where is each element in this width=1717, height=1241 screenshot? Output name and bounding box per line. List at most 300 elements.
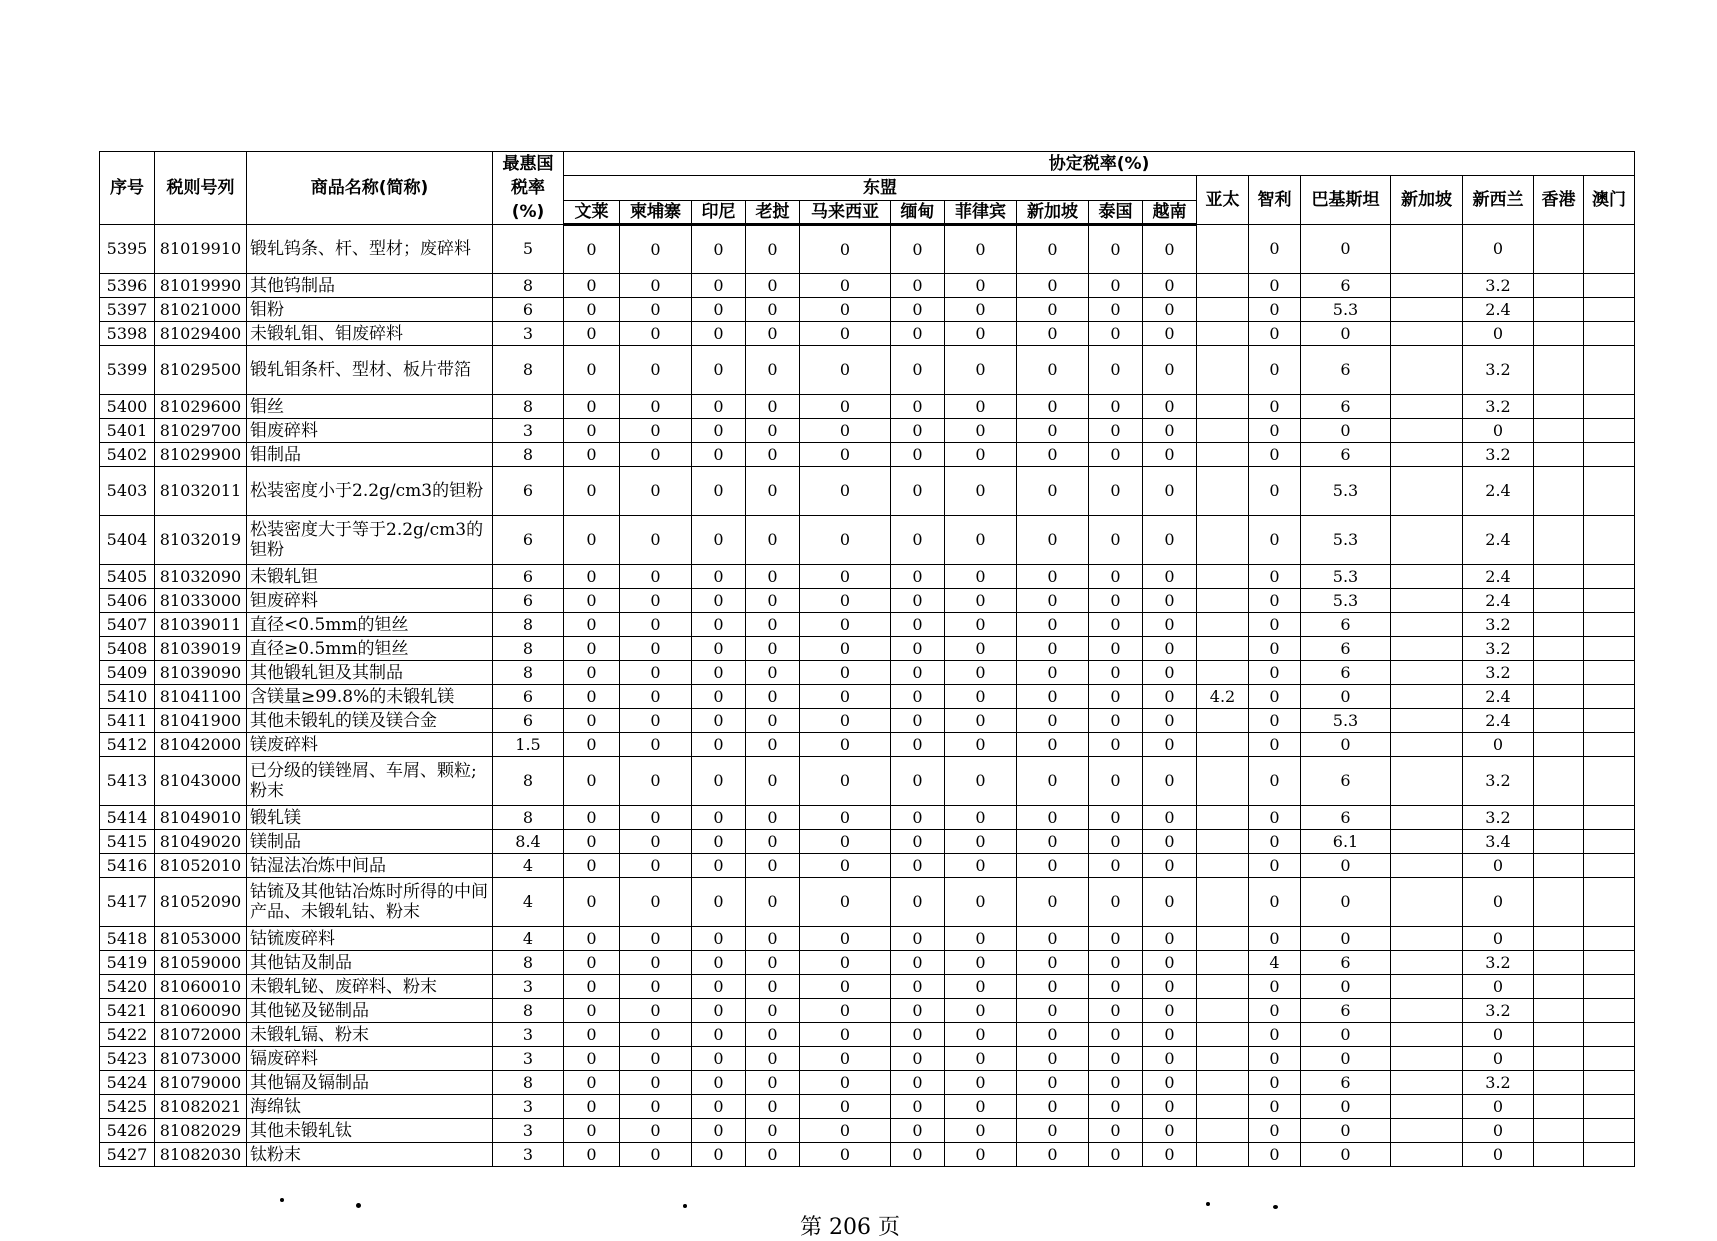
cell-seq: 5416 [100,854,155,878]
cell-hk-rate [1534,1071,1584,1095]
cell-seq: 5422 [100,1023,155,1047]
cell-asean-rate: 0 [692,1143,746,1167]
cell-name: 直径≥0.5mm的钽丝 [247,637,493,661]
cell-nz-rate: 2.4 [1463,298,1534,322]
cell-singapore-rate [1391,1143,1463,1167]
cell-asean-rate: 0 [1143,830,1197,854]
cell-name: 钼废碎料 [247,419,493,443]
cell-code: 81082021 [155,1095,247,1119]
cell-hk-rate [1534,274,1584,298]
cell-asean-rate: 0 [800,1095,891,1119]
cell-chile-rate: 0 [1249,975,1301,999]
cell-singapore-rate [1391,298,1463,322]
table-row [100,757,1635,806]
cell-code: 81041900 [155,709,247,733]
cell-asean-rate: 0 [564,322,620,346]
cell-asean-rate: 0 [800,999,891,1023]
cell-asean-rate: 0 [800,830,891,854]
cell-hk-rate [1534,589,1584,613]
cell-asean-rate: 0 [620,565,692,589]
cell-asean-rate: 0 [800,419,891,443]
cell-nz-rate: 3.2 [1463,999,1534,1023]
cell-asean-rate: 0 [1089,443,1143,467]
cell-asean-rate: 0 [891,806,945,830]
cell-singapore-rate [1391,565,1463,589]
cell-seq: 5406 [100,589,155,613]
cell-nz-rate: 3.2 [1463,274,1534,298]
cell-singapore-rate [1391,854,1463,878]
cell-asean-rate: 0 [1089,927,1143,951]
cell-code: 81041100 [155,685,247,709]
cell-nz-rate: 3.2 [1463,443,1534,467]
table-row [100,1023,1635,1047]
cell-chile-rate: 0 [1249,1143,1301,1167]
cell-code: 81029900 [155,443,247,467]
cell-asean-rate: 0 [1017,298,1089,322]
cell-asean-rate: 0 [1143,757,1197,806]
cell-asean-rate: 0 [1017,999,1089,1023]
cell-asean-rate: 0 [1089,322,1143,346]
cell-apta-rate [1197,975,1249,999]
col-cambodia-header: 柬埔寨 [620,201,692,225]
cell-asean-rate: 0 [564,225,620,274]
cell-nz-rate: 3.2 [1463,613,1534,637]
cell-mfn: 3 [493,1023,564,1047]
cell-seq: 5411 [100,709,155,733]
cell-seq: 5401 [100,419,155,443]
cell-asean-rate: 0 [692,419,746,443]
cell-chile-rate: 0 [1249,274,1301,298]
cell-asean-rate: 0 [1017,1143,1089,1167]
cell-name: 其他钴及制品 [247,951,493,975]
cell-asean-rate: 0 [746,322,800,346]
cell-pakistan-rate: 6 [1301,999,1391,1023]
cell-pakistan-rate: 0 [1301,419,1391,443]
cell-asean-rate: 0 [945,685,1017,709]
cell-asean-rate: 0 [1017,467,1089,516]
cell-asean-rate: 0 [620,1023,692,1047]
table-row [100,1047,1635,1071]
cell-asean-rate: 0 [891,225,945,274]
cell-asean-rate: 0 [1143,999,1197,1023]
cell-asean-rate: 0 [564,830,620,854]
cell-asean-rate: 0 [1017,589,1089,613]
cell-nz-rate: 3.2 [1463,346,1534,395]
cell-asean-rate: 0 [891,1023,945,1047]
cell-asean-rate: 0 [800,467,891,516]
cell-code: 81073000 [155,1047,247,1071]
cell-chile-rate: 0 [1249,830,1301,854]
cell-asean-rate: 0 [1089,685,1143,709]
cell-asean-rate: 0 [1089,661,1143,685]
cell-singapore-rate [1391,1095,1463,1119]
cell-asean-rate: 0 [746,467,800,516]
cell-nz-rate: 0 [1463,1143,1534,1167]
cell-chile-rate: 0 [1249,685,1301,709]
cell-asean-rate: 0 [945,854,1017,878]
table-row [100,733,1635,757]
cell-pakistan-rate: 0 [1301,927,1391,951]
cell-asean-rate: 0 [692,878,746,927]
cell-asean-rate: 0 [945,225,1017,274]
cell-mfn: 3 [493,1047,564,1071]
cell-asean-rate: 0 [1017,951,1089,975]
cell-asean-rate: 0 [746,806,800,830]
cell-apta-rate [1197,661,1249,685]
cell-asean-rate: 0 [692,1023,746,1047]
cell-seq: 5420 [100,975,155,999]
cell-pakistan-rate: 6 [1301,346,1391,395]
cell-asean-rate: 0 [800,927,891,951]
cell-hk-rate [1534,322,1584,346]
cell-asean-rate: 0 [1089,878,1143,927]
cell-asean-rate: 0 [891,1143,945,1167]
cell-asean-rate: 0 [692,1071,746,1095]
cell-nz-rate: 2.4 [1463,709,1534,733]
cell-chile-rate: 0 [1249,1071,1301,1095]
cell-hk-rate [1534,1095,1584,1119]
table-row [100,274,1635,298]
cell-chile-rate: 0 [1249,1047,1301,1071]
table-row [100,443,1635,467]
cell-asean-rate: 0 [620,1119,692,1143]
cell-chile-rate: 0 [1249,806,1301,830]
cell-seq: 5396 [100,274,155,298]
cell-nz-rate: 0 [1463,1023,1534,1047]
cell-asean-rate: 0 [564,999,620,1023]
cell-hk-rate [1534,395,1584,419]
cell-macau-rate [1584,1023,1635,1047]
cell-asean-rate: 0 [746,1023,800,1047]
cell-asean-rate: 0 [746,951,800,975]
cell-apta-rate [1197,1095,1249,1119]
cell-asean-rate: 0 [692,733,746,757]
cell-singapore-rate [1391,999,1463,1023]
cell-asean-rate: 0 [945,1095,1017,1119]
cell-asean-rate: 0 [945,975,1017,999]
cell-hk-rate [1534,1047,1584,1071]
table-header [100,152,1635,225]
cell-macau-rate [1584,1095,1635,1119]
cell-asean-rate: 0 [692,709,746,733]
tariff-sheet [99,151,1634,1167]
cell-hk-rate [1534,999,1584,1023]
cell-asean-rate: 0 [891,733,945,757]
cell-apta-rate [1197,806,1249,830]
cell-macau-rate [1584,516,1635,565]
cell-asean-rate: 0 [692,225,746,274]
cell-asean-rate: 0 [1143,1047,1197,1071]
cell-asean-rate: 0 [1089,1095,1143,1119]
cell-asean-rate: 0 [620,709,692,733]
cell-macau-rate [1584,346,1635,395]
cell-asean-rate: 0 [1089,274,1143,298]
cell-asean-rate: 0 [1089,565,1143,589]
cell-asean-rate: 0 [945,1071,1017,1095]
cell-singapore-rate [1391,419,1463,443]
table-row [100,975,1635,999]
cell-name: 未锻轧镉、粉末 [247,1023,493,1047]
cell-asean-rate: 0 [746,419,800,443]
cell-nz-rate: 0 [1463,225,1534,274]
cell-apta-rate [1197,854,1249,878]
cell-asean-rate: 0 [620,927,692,951]
cell-code: 81019910 [155,225,247,274]
cell-seq: 5407 [100,613,155,637]
cell-asean-rate: 0 [1089,419,1143,443]
table-row [100,589,1635,613]
cell-asean-rate: 0 [1143,443,1197,467]
cell-macau-rate [1584,395,1635,419]
cell-asean-rate: 0 [891,927,945,951]
cell-asean-rate: 0 [692,467,746,516]
cell-mfn: 3 [493,1119,564,1143]
cell-hk-rate [1534,225,1584,274]
cell-asean-rate: 0 [1089,830,1143,854]
cell-chile-rate: 0 [1249,322,1301,346]
cell-asean-rate: 0 [800,975,891,999]
cell-asean-rate: 0 [891,395,945,419]
cell-asean-rate: 0 [800,1143,891,1167]
cell-asean-rate: 0 [692,637,746,661]
cell-asean-rate: 0 [692,443,746,467]
cell-asean-rate: 0 [800,1047,891,1071]
cell-asean-rate: 0 [1143,419,1197,443]
cell-asean-rate: 0 [746,685,800,709]
cell-asean-rate: 0 [692,1047,746,1071]
cell-asean-rate: 0 [620,443,692,467]
cell-macau-rate [1584,1143,1635,1167]
cell-asean-rate: 0 [564,274,620,298]
cell-asean-rate: 0 [692,565,746,589]
cell-asean-rate: 0 [800,1119,891,1143]
cell-asean-rate: 0 [692,757,746,806]
cell-mfn: 3 [493,419,564,443]
cell-mfn: 1.5 [493,733,564,757]
cell-hk-rate [1534,565,1584,589]
cell-asean-rate: 0 [620,661,692,685]
cell-nz-rate: 0 [1463,1095,1534,1119]
cell-hk-rate [1534,854,1584,878]
cell-asean-rate: 0 [1017,661,1089,685]
cell-asean-rate: 0 [564,661,620,685]
cell-asean-rate: 0 [1089,637,1143,661]
cell-nz-rate: 3.2 [1463,757,1534,806]
cell-mfn: 8 [493,613,564,637]
cell-mfn: 8 [493,999,564,1023]
cell-apta-rate [1197,1023,1249,1047]
cell-asean-rate: 0 [1089,1047,1143,1071]
cell-asean-rate: 0 [800,395,891,419]
cell-asean-rate: 0 [1017,637,1089,661]
cell-chile-rate: 0 [1249,613,1301,637]
cell-asean-rate: 0 [945,806,1017,830]
cell-seq: 5415 [100,830,155,854]
cell-code: 81032019 [155,516,247,565]
cell-asean-rate: 0 [800,589,891,613]
cell-asean-rate: 0 [620,1071,692,1095]
cell-name: 钼丝 [247,395,493,419]
cell-name: 镉废碎料 [247,1047,493,1071]
cell-asean-rate: 0 [692,806,746,830]
cell-name: 其他未锻轧的镁及镁合金 [247,709,493,733]
cell-asean-rate: 0 [891,709,945,733]
cell-asean-rate: 0 [891,274,945,298]
cell-singapore-rate [1391,830,1463,854]
cell-asean-rate: 0 [1017,225,1089,274]
tariff-table [99,151,1635,1167]
cell-asean-rate: 0 [800,733,891,757]
cell-asean-rate: 0 [1017,830,1089,854]
col-code-header: 税则号列 [155,152,247,225]
col-pakistan-header: 巴基斯坦 [1301,176,1391,225]
cell-nz-rate: 0 [1463,419,1534,443]
cell-code: 81053000 [155,927,247,951]
col-philippines-header: 菲律宾 [945,201,1017,225]
cell-asean-rate: 0 [746,613,800,637]
cell-asean-rate: 0 [945,419,1017,443]
cell-seq: 5414 [100,806,155,830]
col-seq-header: 序号 [100,152,155,225]
cell-singapore-rate [1391,1023,1463,1047]
cell-mfn: 8 [493,637,564,661]
cell-asean-rate: 0 [1143,1071,1197,1095]
cell-asean-rate: 0 [564,637,620,661]
table-row [100,927,1635,951]
cell-chile-rate: 0 [1249,395,1301,419]
cell-singapore-rate [1391,395,1463,419]
cell-chile-rate: 0 [1249,1023,1301,1047]
cell-asean-rate: 0 [945,733,1017,757]
cell-code: 81052090 [155,878,247,927]
cell-asean-rate: 0 [564,709,620,733]
cell-asean-rate: 0 [945,346,1017,395]
table-row [100,999,1635,1023]
cell-asean-rate: 0 [564,419,620,443]
cell-asean-rate: 0 [692,298,746,322]
cell-singapore-rate [1391,951,1463,975]
cell-nz-rate: 0 [1463,878,1534,927]
cell-asean-rate: 0 [746,854,800,878]
cell-hk-rate [1534,346,1584,395]
table-row [100,1143,1635,1167]
cell-asean-rate: 0 [891,298,945,322]
cell-name: 未锻轧钽 [247,565,493,589]
cell-nz-rate: 2.4 [1463,516,1534,565]
cell-macau-rate [1584,443,1635,467]
cell-seq: 5425 [100,1095,155,1119]
cell-asean-rate: 0 [620,975,692,999]
cell-chile-rate: 0 [1249,661,1301,685]
cell-hk-rate [1534,613,1584,637]
cell-mfn: 8 [493,806,564,830]
cell-macau-rate [1584,225,1635,274]
cell-asean-rate: 0 [1017,733,1089,757]
table-row [100,565,1635,589]
cell-seq: 5419 [100,951,155,975]
cell-chile-rate: 0 [1249,757,1301,806]
cell-pakistan-rate: 6.1 [1301,830,1391,854]
cell-pakistan-rate: 6 [1301,613,1391,637]
cell-asean-rate: 0 [1017,443,1089,467]
cell-nz-rate: 2.4 [1463,685,1534,709]
cell-name: 镁废碎料 [247,733,493,757]
cell-apta-rate [1197,709,1249,733]
cell-asean-rate: 0 [1089,467,1143,516]
cell-code: 81029700 [155,419,247,443]
cell-chile-rate: 4 [1249,951,1301,975]
cell-nz-rate: 3.2 [1463,395,1534,419]
cell-hk-rate [1534,661,1584,685]
cell-asean-rate: 0 [1143,733,1197,757]
cell-name: 其他铋及铋制品 [247,999,493,1023]
cell-asean-rate: 0 [1017,975,1089,999]
cell-asean-rate: 0 [1017,806,1089,830]
cell-chile-rate: 0 [1249,589,1301,613]
cell-macau-rate [1584,419,1635,443]
cell-asean-rate: 0 [1089,1023,1143,1047]
cell-name: 未锻轧铋、废碎料、粉末 [247,975,493,999]
cell-asean-rate: 0 [746,878,800,927]
cell-seq: 5399 [100,346,155,395]
cell-asean-rate: 0 [1017,322,1089,346]
cell-asean-rate: 0 [800,613,891,637]
cell-asean-rate: 0 [564,927,620,951]
cell-asean-rate: 0 [1089,733,1143,757]
cell-chile-rate: 0 [1249,1119,1301,1143]
cell-pakistan-rate: 0 [1301,1047,1391,1071]
cell-asean-rate: 0 [620,1095,692,1119]
cell-code: 81032011 [155,467,247,516]
cell-asean-rate: 0 [746,661,800,685]
cell-asean-rate: 0 [692,661,746,685]
cell-apta-rate [1197,951,1249,975]
cell-asean-rate: 0 [620,274,692,298]
cell-asean-rate: 0 [800,637,891,661]
cell-singapore-rate [1391,878,1463,927]
cell-macau-rate [1584,927,1635,951]
cell-asean-rate: 0 [800,322,891,346]
cell-code: 81029400 [155,322,247,346]
cell-asean-rate: 0 [620,1143,692,1167]
cell-asean-rate: 0 [620,637,692,661]
cell-asean-rate: 0 [1017,1071,1089,1095]
cell-asean-rate: 0 [692,274,746,298]
cell-macau-rate [1584,878,1635,927]
cell-macau-rate [1584,757,1635,806]
cell-code: 81072000 [155,1023,247,1047]
cell-apta-rate [1197,999,1249,1023]
cell-code: 81039019 [155,637,247,661]
cell-name: 海绵钛 [247,1095,493,1119]
cell-asean-rate: 0 [564,613,620,637]
cell-asean-rate: 0 [692,1095,746,1119]
table-row [100,806,1635,830]
cell-nz-rate: 0 [1463,854,1534,878]
cell-asean-rate: 0 [746,516,800,565]
cell-singapore-rate [1391,757,1463,806]
table-row [100,1095,1635,1119]
cell-asean-rate: 0 [800,1071,891,1095]
scan-speck [1273,1205,1278,1209]
cell-asean-rate: 0 [1143,806,1197,830]
cell-singapore-rate [1391,1071,1463,1095]
cell-pakistan-rate: 6 [1301,637,1391,661]
cell-seq: 5409 [100,661,155,685]
cell-asean-rate: 0 [1089,613,1143,637]
cell-asean-rate: 0 [1089,709,1143,733]
cell-pakistan-rate: 6 [1301,1071,1391,1095]
